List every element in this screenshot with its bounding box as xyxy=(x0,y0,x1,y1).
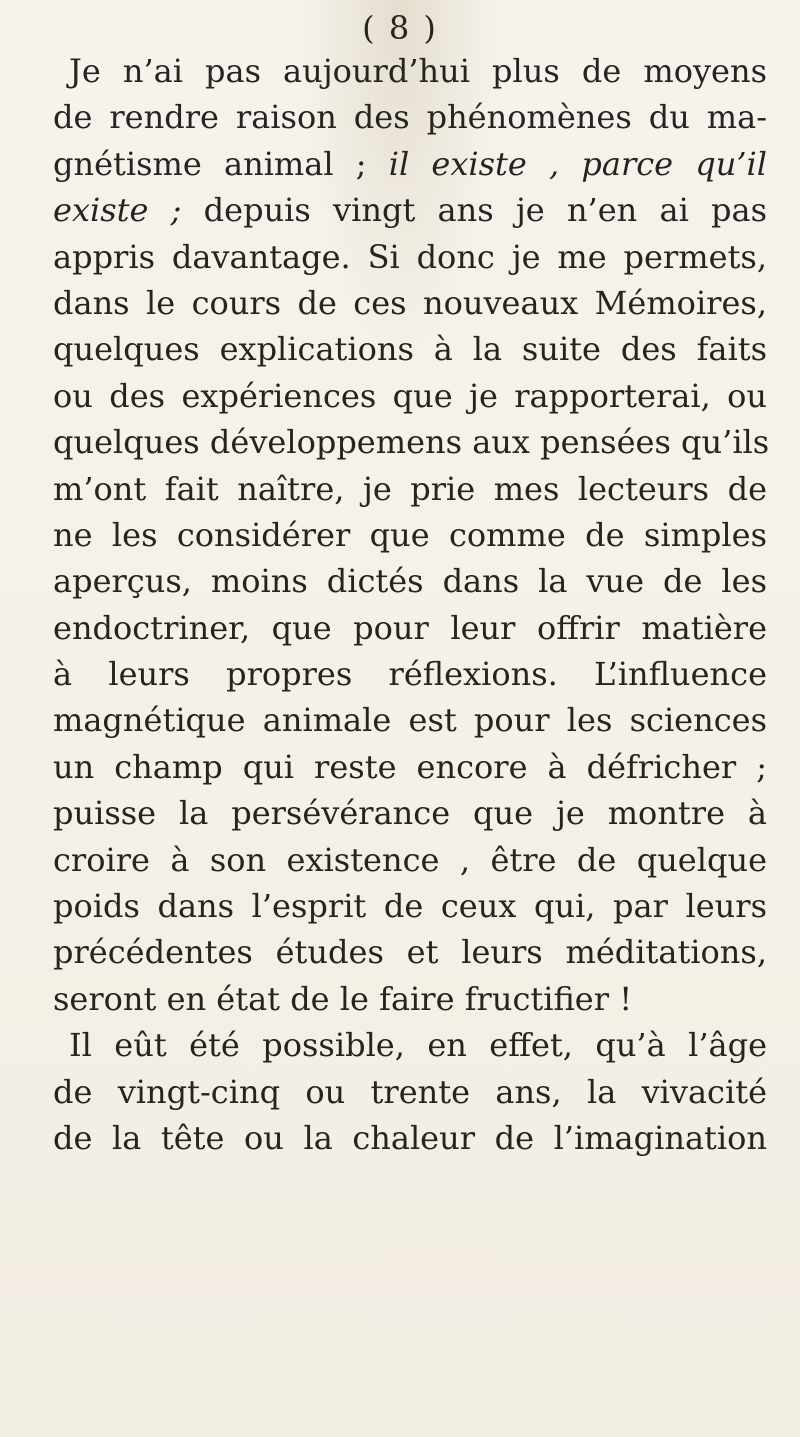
text-segment: ne les considérer que comme de simples xyxy=(53,515,767,554)
text-line xyxy=(53,697,767,743)
text-line xyxy=(53,419,770,465)
text-segment: quelques développemens aux pensées qu’ils xyxy=(53,423,770,462)
paragraph xyxy=(53,48,770,1022)
text-line xyxy=(53,326,767,372)
text-segment: croire à son existence , être de quelque xyxy=(53,840,767,879)
text-segment: magnétique animale est pour les sciences xyxy=(53,701,767,740)
text-line xyxy=(53,94,767,140)
text-line xyxy=(53,651,767,697)
text-segment: un champ qui reste encore à défricher ; xyxy=(53,747,767,786)
text-line xyxy=(53,883,767,929)
text-segment: de rendre raison des phénomènes du ma- xyxy=(53,98,767,137)
text-segment: poids dans l’esprit de ceux qui, par leurs xyxy=(53,887,767,926)
italic-text-segment: existe ; xyxy=(53,191,182,230)
text-line xyxy=(53,605,767,651)
text-segment: puisse la persévérance que je montre à xyxy=(53,794,767,833)
text-segment: dans le cours de ces nouveaux Mémoires, xyxy=(53,283,767,322)
text-line xyxy=(53,512,767,558)
text-segment: Il eût été possible, en effet, qu’à l’âge xyxy=(69,1026,767,1065)
text-line xyxy=(53,1069,767,1115)
text-segment: endoctriner, que pour leur offrir matière xyxy=(53,608,767,647)
text-segment: depuis vingt ans je n’en ai pas xyxy=(181,191,767,230)
text-line xyxy=(53,744,767,790)
text-segment: appris davantage. Si donc je me permets, xyxy=(53,237,767,276)
text-line xyxy=(53,141,767,187)
text-line xyxy=(53,466,767,512)
italic-text-segment: il existe , parce qu’il xyxy=(388,144,768,183)
text-line xyxy=(53,373,767,419)
body-text xyxy=(53,48,770,1161)
page-number: ( 8 ) xyxy=(362,9,438,47)
text-line xyxy=(53,1022,767,1068)
text-segment: de vingt-cinq ou trente ans, la vivacité xyxy=(53,1072,767,1111)
text-segment: de la tête ou la chaleur de l’imagination xyxy=(53,1118,767,1157)
paragraph xyxy=(53,1022,767,1161)
text-line xyxy=(53,1115,767,1161)
text-line xyxy=(53,48,767,94)
text-segment: m’ont fait naître, je prie mes lecteurs de xyxy=(53,469,767,508)
text-line xyxy=(53,837,767,883)
text-segment: seront en état de le faire fructifier ! xyxy=(53,979,633,1018)
text-segment: à leurs propres réflexions. L’influence xyxy=(53,655,767,694)
text-segment: ou des expériences que je rapporterai, ou xyxy=(53,376,767,415)
text-line xyxy=(53,976,767,1022)
text-segment: aperçus, moins dictés dans la vue de les xyxy=(53,562,767,601)
text-segment: quelques explications à la suite des faits xyxy=(53,330,767,369)
text-line xyxy=(53,790,767,836)
text-line xyxy=(53,234,767,280)
text-segment: Je n’ai pas aujourd’hui plus de moyens xyxy=(69,52,767,90)
text-segment: gnétisme animal ; xyxy=(53,144,389,183)
text-line xyxy=(53,187,767,233)
text-segment: précédentes études et leurs méditations, xyxy=(53,933,767,972)
text-line xyxy=(53,558,767,604)
text-line xyxy=(53,280,767,326)
text-line xyxy=(53,929,767,975)
